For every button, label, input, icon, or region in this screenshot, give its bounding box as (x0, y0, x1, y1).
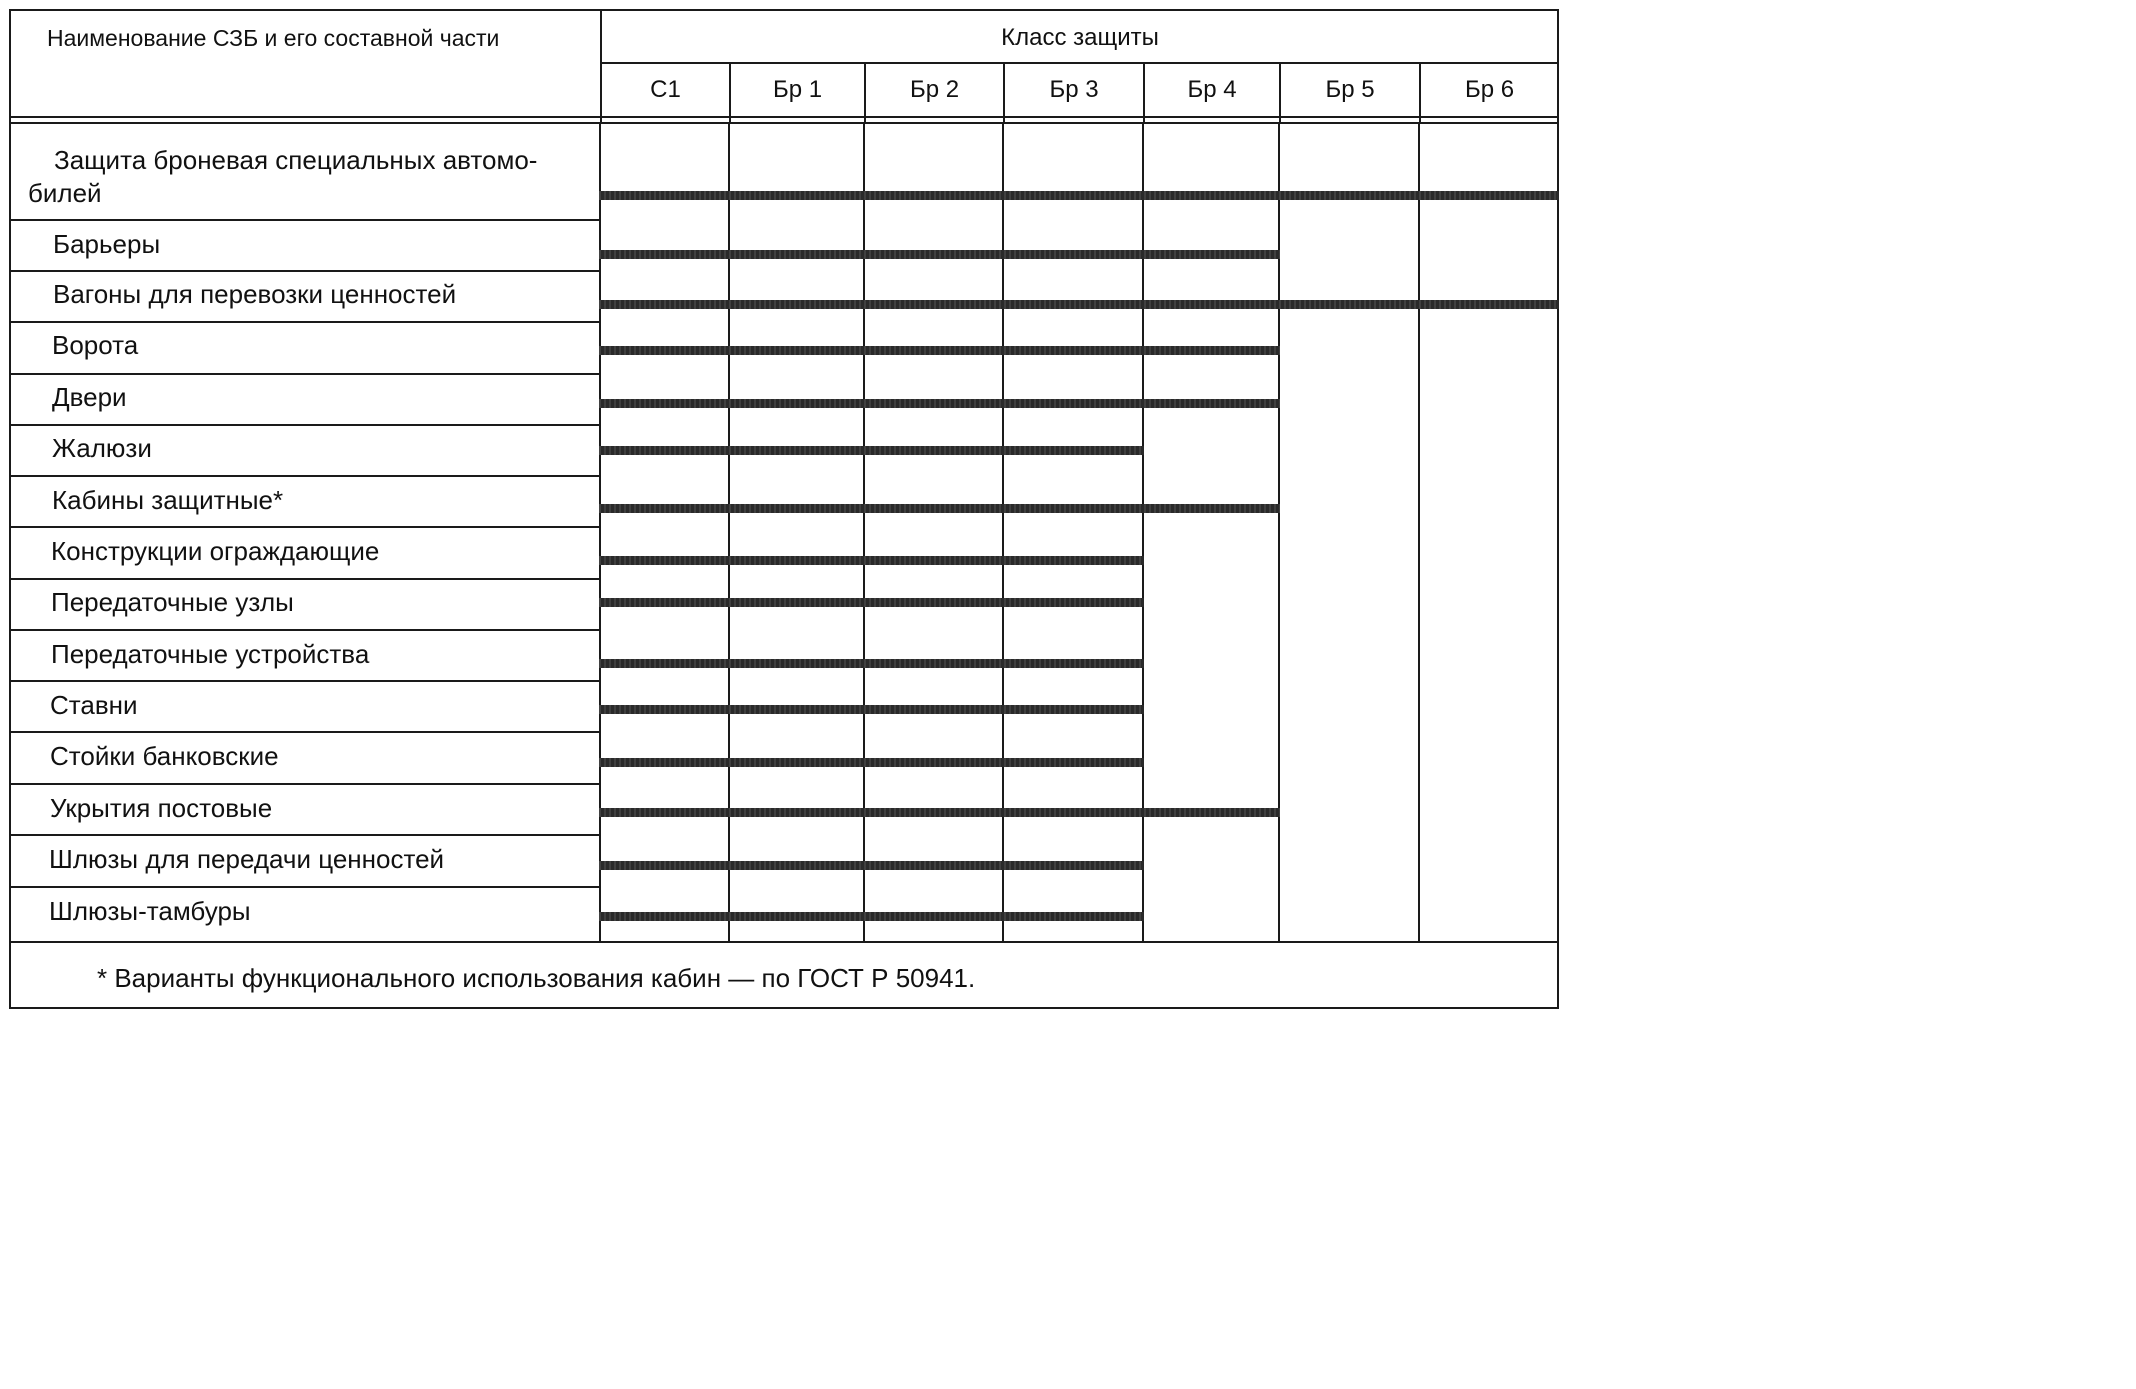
row-divider (11, 578, 600, 580)
protection-class-table (9, 9, 1559, 1009)
row-divider (11, 834, 600, 836)
row-label: Шлюзы-тамбуры (49, 896, 251, 926)
row-divider (11, 475, 600, 477)
row-divider (11, 526, 600, 528)
row-label: Стойки банковские (50, 741, 279, 771)
row-divider (11, 783, 600, 785)
row-label: Конструкции ограждающие (51, 536, 380, 566)
class-range-bar (599, 861, 1144, 870)
row-divider (11, 321, 600, 323)
header-divider-class (601, 62, 1559, 64)
header-double-line-top (11, 116, 1557, 118)
row-label: Шлюзы для передачи ценностей (49, 844, 445, 874)
class-range-bar (599, 399, 1280, 408)
column-header-br5: Бр 5 (1325, 76, 1375, 103)
class-range-bar (599, 446, 1144, 455)
row-divider (11, 424, 600, 426)
body-divider-name (599, 124, 601, 943)
row-label: Вагоны для перевозки ценностей (53, 279, 457, 309)
row-divider (11, 629, 600, 631)
row-label: Ворота (52, 330, 139, 360)
row-label: Передаточные устройства (51, 639, 370, 669)
col-divider (1279, 63, 1281, 124)
col-divider (1003, 63, 1005, 124)
row-label: Передаточные узлы (51, 587, 294, 617)
row-divider (11, 373, 600, 375)
column-header-s1: С1 (650, 76, 681, 103)
class-range-bar (599, 912, 1144, 921)
name-column-header: Наименование СЗБ и его составной части (47, 25, 500, 51)
class-range-bar (599, 598, 1144, 607)
body-col-divider (728, 124, 730, 943)
class-group-header: Класс защиты (1001, 24, 1159, 51)
column-header-br1: Бр 1 (772, 76, 823, 103)
header-divider-name (600, 11, 602, 123)
class-range-bar (599, 808, 1280, 817)
class-range-bar (599, 504, 1280, 513)
column-header-br6: Бр 6 (1464, 76, 1515, 103)
class-range-bar (599, 346, 1280, 355)
row-label: Жалюзи (52, 433, 152, 463)
class-range-bar (599, 705, 1144, 714)
column-header-br2: Бр 2 (909, 76, 960, 103)
class-range-bar (599, 300, 1559, 309)
row-label: Укрытия постовые (50, 793, 273, 823)
class-range-bar (599, 659, 1144, 668)
col-divider (1143, 63, 1145, 124)
row-label: Двери (52, 382, 127, 412)
body-col-divider (1002, 124, 1004, 943)
body-col-divider (1278, 124, 1280, 943)
class-range-bar (599, 758, 1144, 767)
column-header-br4: Бр 4 (1187, 76, 1237, 103)
row-label: Барьеры (53, 229, 161, 259)
class-range-bar (599, 250, 1280, 259)
row-divider (11, 270, 600, 272)
row-divider (11, 219, 600, 221)
row-label-line2: билей (28, 178, 102, 208)
column-header-br3: Бр 3 (1049, 76, 1099, 103)
class-range-bar (599, 191, 1559, 200)
header-double-line-bottom (11, 122, 1557, 124)
col-divider (729, 63, 731, 124)
row-divider (11, 886, 600, 888)
footnote: * Варианты функционального использования кабин — по ГОСТ Р 50941. (97, 963, 976, 993)
body-col-divider (1418, 124, 1420, 943)
body-col-divider (1142, 124, 1144, 943)
col-divider (1419, 63, 1421, 124)
col-divider (864, 63, 866, 124)
footnote-divider (11, 941, 1557, 943)
row-label: Ставни (50, 690, 138, 720)
row-label: Кабины защитные* (52, 485, 284, 515)
row-divider (11, 680, 600, 682)
row-label-line1: Защита броневая специальных автомо- (54, 145, 538, 175)
body-col-divider (863, 124, 865, 943)
row-divider (11, 731, 600, 733)
class-range-bar (599, 556, 1144, 565)
